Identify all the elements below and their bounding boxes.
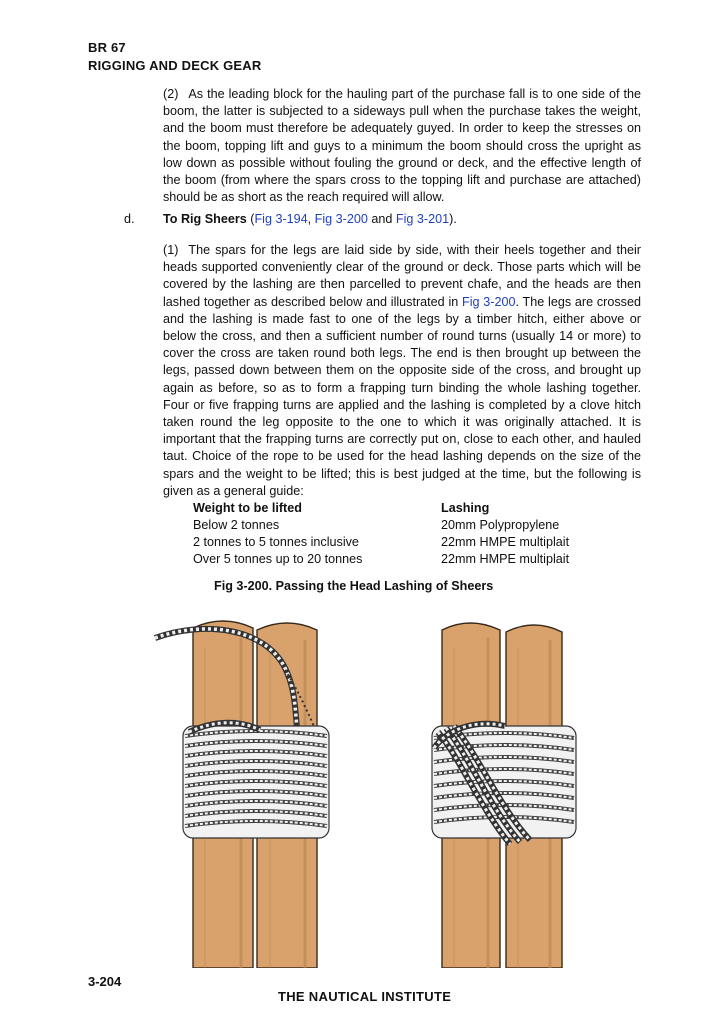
table-cell: 22mm HMPE multiplait <box>441 535 570 549</box>
sheers-lashing-start-illustration <box>145 608 345 968</box>
paragraph-2 <box>163 86 641 206</box>
table-row <box>193 551 569 568</box>
table-cell: 2 tonnes to 5 tonnes inclusive <box>193 535 359 549</box>
section-title: To Rig Sheers <box>163 212 247 226</box>
paragraph-1-number: (1) <box>163 243 179 257</box>
paragraph-2-number: (2) <box>163 87 179 101</box>
section-d-heading <box>124 211 457 228</box>
paragraph-1 <box>163 242 641 500</box>
lashing-table <box>193 500 569 568</box>
footer-institute: THE NAUTICAL INSTITUTE <box>278 989 452 1004</box>
doc-id: BR 67 <box>88 40 126 55</box>
table-header-row <box>193 500 569 517</box>
table-cell: 20mm Polypropylene <box>441 518 560 532</box>
table-row <box>193 534 569 551</box>
table-header-lashing: Lashing <box>441 501 490 515</box>
section-letter: d. <box>124 212 135 226</box>
link-fig-3-201[interactable]: Fig 3-201 <box>395 212 450 226</box>
doc-title: RIGGING AND DECK GEAR <box>88 58 262 73</box>
table-cell: Over 5 tonnes up to 20 tonnes <box>193 552 363 566</box>
page-number: 3-204 <box>88 974 122 989</box>
paragraph-1-text-b: . The legs are crossed and the lashing is made fast to one of the legs by a timber hitch, either above or below the cross, and then a sufficient number of round turns (usually 14 or more) to cover the cross are taken round both legs. The end is then brought up between the legs, passed down between them on the opposite side of the cross, and brought up again as before, so as to form a frapping turn binding the whole lashing together. Four or five frapping turns are applied and the lashing is completed by a clove hitch taken round the leg opposite to the one to which it was originally attached. It is important that the frapping turns are correctly put on, close to each other, and hauled taut. Choice of the rope to be used for the head lashing depends on the size of the spars and the weight to be lifted; this is best judged at the time, but the following is given as a general guide: <box>163 294 641 498</box>
paragraph-1-text-a: The spars for the legs are laid side by side, with their heels together and their heads supported conveniently clear of the ground or deck. Those parts which will be covered by the lashing are then parcelled to prevent chafe, and the heads are then lashed together as described below and illustrated in <box>163 243 641 309</box>
figure-caption: Fig 3-200. Passing the Head Lashing of Sheers <box>214 579 494 593</box>
paren-close: ). <box>449 212 457 226</box>
separator-and: and <box>367 212 396 226</box>
table-row <box>193 517 569 534</box>
table-header-weight: Weight to be lifted <box>193 501 302 515</box>
table-cell: Below 2 tonnes <box>193 518 280 532</box>
link-fig-3-200[interactable]: Fig 3-200 <box>314 212 368 226</box>
link-fig-3-200-inline[interactable]: Fig 3-200 <box>462 294 516 309</box>
paragraph-2-text: As the leading block for the hauling part of the purchase fall is to one side of the boom, the latter is subjected to a sideways pull when the purchase takes the weight, and the boom must therefore be adequately guyed. In order to keep the stresses on the boom, topping lift and guys to a minimum the boom should cross the upright as low down as possible without fouling the ground or deck, and the effective length of the boom (from where the spars cross to the topping lift and purchase are attached) should be as short as the reach required will allow. <box>163 87 641 205</box>
table-cell: 22mm HMPE multiplait <box>441 552 570 566</box>
separator-comma: , <box>307 212 315 226</box>
paren-open: ( <box>250 212 255 226</box>
link-fig-3-194[interactable]: Fig 3-194 <box>254 212 308 226</box>
sheers-frapping-turns-illustration <box>420 608 590 968</box>
